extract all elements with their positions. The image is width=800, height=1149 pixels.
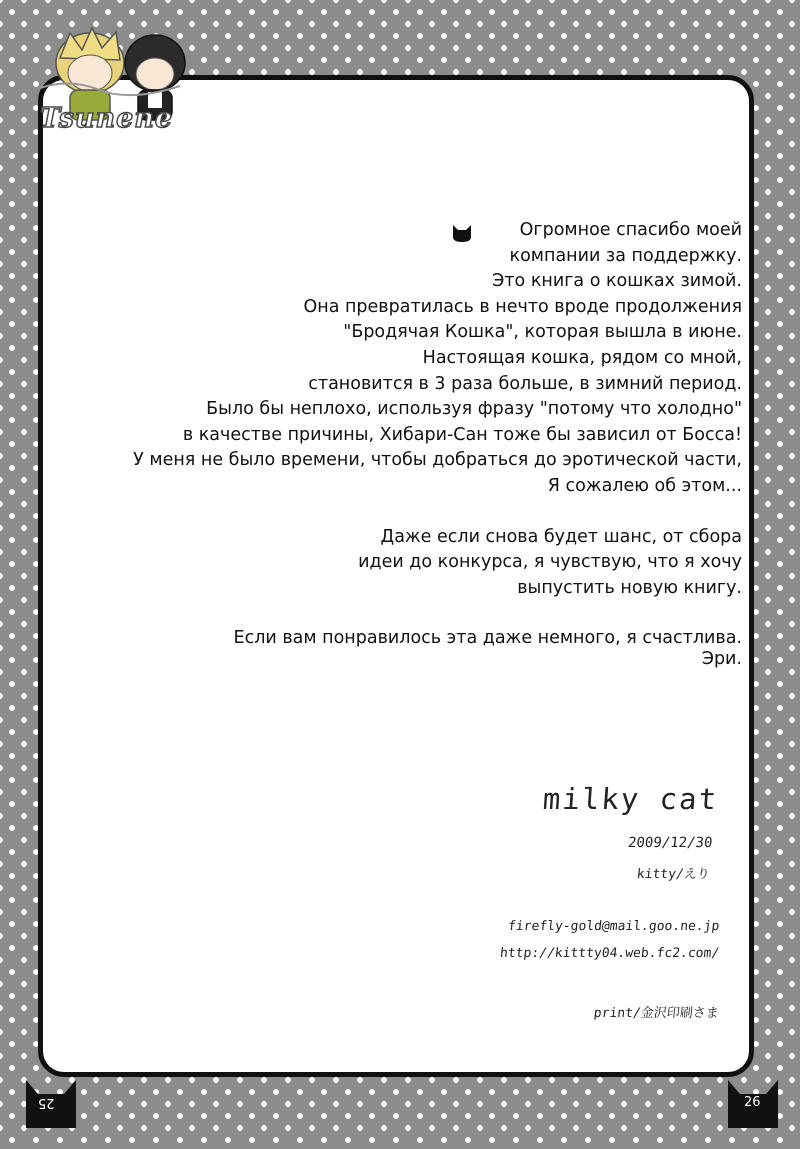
letter-line: компании за поддержку. bbox=[509, 245, 742, 266]
author-name: kitty/えり bbox=[636, 867, 711, 882]
letter-line: Настоящая кошка, рядом со мной, bbox=[422, 347, 742, 368]
circle-name: milky cat bbox=[541, 782, 720, 816]
letter-line: "Бродячая Кошка", которая вышла в июне. bbox=[343, 322, 742, 343]
letter-line: в качестве причины, Хибари-Сан тоже бы зависил от Босса! bbox=[182, 424, 742, 445]
letter-line: идеи до конкурса, я чувствую, что я хочу bbox=[358, 552, 742, 573]
letter-line: Я сожалею об этом... bbox=[547, 475, 742, 496]
contact-email: firefly-gold@mail.goo.ne.jp bbox=[506, 919, 720, 934]
page-number-right: 26 bbox=[744, 1095, 761, 1110]
letter-line: Это книга о кошках зимой. bbox=[492, 271, 742, 292]
page-number-left: 25 bbox=[38, 1095, 55, 1110]
letter-line: выпустить новую книгу. bbox=[517, 577, 742, 598]
letter-line: У меня не было времени, чтобы добраться до эротической части, bbox=[133, 450, 742, 471]
letter-line: Даже если снова будет шанс, от сбора bbox=[380, 526, 742, 547]
website-url: http://kittty04.web.fc2.com/ bbox=[499, 946, 720, 961]
letter-signature: Эри. bbox=[701, 649, 742, 669]
letter-line: Огромное спасибо моей bbox=[519, 220, 742, 240]
letter-line: становится в 3 раза больше, в зимний период. bbox=[308, 373, 742, 394]
logo-text: Tsunene bbox=[40, 103, 174, 134]
thank-you-letter bbox=[62, 218, 742, 652]
printer-credit: print/金沢印刷さま bbox=[593, 1006, 720, 1021]
letter-line: Она превратилась в нечто вроде продолжения bbox=[303, 296, 742, 317]
publication-date: 2009/12/30 bbox=[626, 835, 713, 851]
letter-closing: Если вам понравилось эта даже немного, я счастлива. bbox=[233, 628, 742, 649]
letter-line: Было бы неплохо, используя фразу "потому что холодно" bbox=[206, 399, 742, 420]
